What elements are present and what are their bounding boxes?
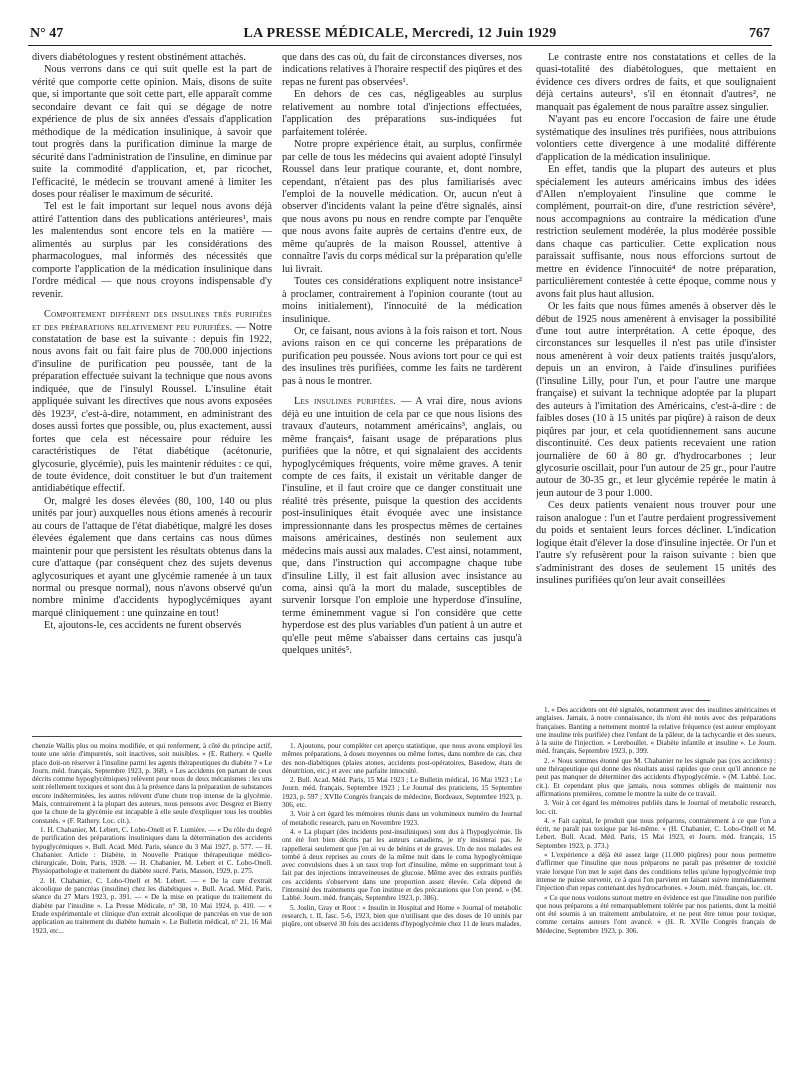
paragraph: Et, ajoutons-le, ces accidents ne furent observés (44, 620, 242, 632)
paragraph: Or, ce faisant, nous avions à la fois raison et tort. Nous avions raison en ce qui concerne les préparations de purification peu poussée. Nous avions tort pour ce qui est des insulines très purifiées, comme les faits ne tardèrent pas à nous le montrer. (282, 325, 522, 387)
section-paragraph (32, 309, 272, 496)
footnote: « L'expérience a déjà été assez large (11.000 piqûres) pour nous permettre d'affirmer que l'insuline que nous préparons ne paraît pas présenter de toxicité vraie lorsque l'on met le sujet dans des conditions telles qu'une hypoglycémie trop intense ne puisse survenir, ce à quoi l'on parvient en faisant suivre immédiatement l'injection d'un repas contenant des hydrocarbones. » Journ. méd. français, loc. cit. (536, 851, 776, 893)
footnote: chenzie Wallis plus ou moins modifiée, et qui renferment, à côté du principe actif, toute une série d'impuretés, soit inactives, soit nuisibles. » (E. Rathery. « Quelle place doit-on réserver à l'insuline parmi les agents thérapeutiques du diabète ? » Le Journ. méd. français, Septembre 1923, p. 368). « Les accidents (en partant de ceux décrits comme hypoglycémiques) relèvent pour nous de deux mécanismes : les uns sont réellement toxiques et sont dus à la présence dans la préparation de substances encore indéterminées, les autres relèvent d'une chute trop intense de la glycémie. Mais, contrairement à la plupart des auteurs, nous pensons avec Desgrez et Bierry que la chute de la glycémie est incapable à elle seule d'expliquer tous les troubles constatés. » (F. Rathery. Loc. cit.). (32, 742, 272, 825)
paragraph: En effet, tandis que la plupart des auteurs et plus spécialement les auteurs américains imbus des idées d'Allen n'employaient l'insuline que comme le complément, pourrait-on dire, d'une restriction sévère³, nous accompagnions au contraire la médication d'une restriction seulement modérée, la plus modérée possible dans chaque cas particulier. Cette explication nous paraissait suffisante, nous nous efforcions surtout de mettre en évidence l'innocuité⁴ de notre préparation, particulièrement contestée à cette époque, comme nous y avons fait plus haut allusion. (536, 164, 776, 300)
footnote: 2. « Nous sommes étonné que M. Chabanier ne les signale pas (ces accidents) : une thérapeutique qui donne des résultats aussi rapides que ceux qu'il annonce ne peut pas manquer de déterminer des accidents d'hypoglycémie. » (M. Labbé. Loc. cit.). Et cependant plus que jamais, nous sommes obligés de maintenir nos affirmations premières, comme le montre la suite de ce travail. (536, 756, 776, 798)
footnote: 1. H. Chabanier, M. Lebert, C. Lobo-Onell et F. Lumière. — « Du rôle du degré de purification des préparations insuliniques dans la détermination des accidents hypoglycémiques ». Bull. Acad. Méd. Paris, séance du 3 Mai 1927, p. 577. — H. Chabanier. Article : Diabète, in Nouvelle Pratique thérapeutique médico-chirurgicale, Doin, Paris, 1928. — H. Chabanier, M. Lebert et C. Lobo-Onell. Physiopathologie et traitement du diabète sucré. Paris, Masson, 1929, p. 275. (32, 825, 272, 876)
footnote-divider (32, 736, 522, 737)
footnote: 5. Joslin, Gray et Root : « Insulin in Hospital and Home » Journal of metabolic research, t. II, fasc. 5-6, 1923, bien que n'utilisant que des doses de 10 unités par piqûre, ont observé 30 fois des accidents d'hypoglycémie chez 11 de leurs malades. (282, 903, 522, 929)
paragraph: divers diabétologues y restent obstinément attachés. (32, 52, 246, 63)
text-column-2 (282, 52, 522, 724)
paragraph: N'ayant pas eu encore l'occasion de faire une étude systématique des insulines très purifiées, nous attribuions volontiers cette divergence à une modalité différente d'application de la médication insulinique. (536, 114, 776, 163)
journal-title: LA PRESSE MÉDICALE, Mercredi, 12 Juin 1929 (243, 26, 557, 41)
footnote: 1. Ajoutons, pour compléter cet aperçu statistique, que nous avons employé les mêmes préparations, à doses moyennes ou même fortes, dans nombre de cas, chez des non-diabétiques (plaies atones, accidents post-opératoires, Basedow, états de dénutrition, etc.) et avec une parfaite innocuité. (282, 742, 522, 775)
paragraph-text: — Notre constatation de base est la suivante : depuis fin 1922, nous avons fait ou fait faire plus de 700.000 injections d'insuline de purification peu poussée, tant de la préparation effectuée suivant la technique que nous avons indiquée, que de l'insulyl Roussel. L'insuline était appliquée suivant les directives que nous avons exposées dès 1923², c'est-à-dire, notamment, en administrant des doses aussi fortes que possible, ou, plus exactement, aussi fortes que cela est nécessaire pour réduire les caractéristiques de l'état diabétique (acétonurie, glycosurie, glycémie), puis les maintenir réduites : ce qui, de toute évidence, doit constituer le but d'un traitement antidiabétique effectif. (32, 321, 272, 495)
footnote: 3. Voir à cet égard les mémoires réunis dans un volumineux numéro du Journal of metabolic research, paru en Novembre 1923. (282, 810, 522, 827)
page-header (28, 24, 772, 46)
footnote: « Ce que nous voulons surtout mettre en évidence est que l'insuline non purifiée que nous préparons a été remarquablement tolérée par nos patients, dont la moitié ont été soumis à un traitement ambulatoire, et ne peut être tenue pour toxique, comme certains auteurs l'ont avancé. » (H. R. XVIIe Congrès français de Médecine, Septembre 1923, p. 306. (536, 893, 776, 935)
paragraph: que dans des cas où, du fait de circonstances diverses, nos indications relatives à l'horaire respectif des piqûres et des repas ne furent pas observées¹. (282, 52, 522, 88)
paragraph: Nous verrons dans ce qui suit quelle est la part de vérité que comporte cette opinion. Mais, disons de suite que, si importante que soit cette part, elle apparaît comme secondaire devant ce fait qui se dégage de notre expérience de plus de six années d'essais d'application méthodique de la médication insulinique, à savoir que tout progrès dans la purification diminue la marge de sécurité dans l'administration de l'insuline, en diminue par suite la commodité d'application, et, par ricochet, l'efficacité, le médecin se trouvant amené à limiter les doses pour réaliser le maximum de sécurité. (32, 64, 272, 200)
paragraph: Notre propre expérience était, au surplus, confirmée par celle de tous les médecins qui avaient adopté l'insulyl Roussel dans leur pratique courante, et, dont nombre, cependant, n'étaient pas des plus familiarisés avec l'emploi de la nouvelle médication. Or, aucun n'eut à observer d'incidents valant la peine d'être signalés, ainsi que nous avons pu nous en rendre compte par l'enquête que nous avons faite auprès de certains d'entre eux, de même qu'auprès de la maison Roussel, attentive à connaître l'avis du corps médical sur la préparation qu'elle lui livrait. (282, 139, 522, 275)
paragraph-text: — A vrai dire, nous avions déjà eu une intuition de cela par ce que nous lisions des travaux d'auteurs, notamment américains³, anglais, ou même français⁴, faisant usage de préparations plus purifiées que la nôtre, et qui signalaient des accidents hypoglycémiques fréquents, voire même graves. A tenir compte de ces faits, il existait un véritable danger de l'insuline, et il faut croire que ce danger constituait une réalité très présente, puisque la question des accidents post-insuliniques était évoquée avec une insistance impressionnante dans les prospectus mêmes de certaines maisons américaines, destinés non seulement aux médecins mais aussi aux malades. C'est ainsi, notamment, que, dans l'instruction qui accompagne chaque tube d'insuline Lilly, il est fait allusion avec insistance au coma, ainsi qu'à la mort du malade, susceptibles de survenir lorsque l'on emploie une hyperdose d'insuline, terme éminemment vague si l'on considère que cette hyperdose est des plus variables d'un patient à un autre et qu'elle peut même s'abaisser dans certains cas jusqu'à quelques unités⁵. (282, 396, 522, 657)
footnote: 1. « Des accidents ont été signalés, notamment avec des insulines américaines et anglaises. Jamais, à notre connaissance, ils n'ont été notés avec des préparations françaises. Banting a nettement montré la relative fréquence (est auteur employant une insuline très purifiée) chez l'enfant de la pâleur, de la tachycardie et des sueurs, à la suite de l'injection. » Lereboullet. « Diabète infantile et insuline ». Le Journ. méd. français, Septembre 1923, p. 399. (536, 706, 776, 756)
footnotes-column-2 (282, 742, 522, 1060)
text-column-1 (32, 52, 272, 732)
text-column-3 (536, 52, 776, 696)
paragraph: Tel est le fait important sur lequel nous avons déjà attiré l'attention dans des publications antérieures¹, mais les malentendus sont encore tels en la matière — alimentés au surplus par les considérations des pharmacologues, mal informés des nécessités que comporte l'application de la médication insulinique dans l'ordre médical — que nous croyons indispensable d'y revenir. (32, 201, 272, 300)
footnotes-column-3 (536, 706, 776, 1060)
paragraph: Or, malgré les doses élevées (80, 100, 140 ou plus unités par jour) auxquelles nous étions amenés à recourir au cours de l'attaque de l'état diabétique, malgré les doses élevées également que dans certains cas nous dûmes maintenir pour que persistent les résultats obtenus dans la cure d'attaque (par conséquent chez des sujets devenus aglycosuriques et ayant une glycémie ramenée à un taux normal ou presque normal), nous n'avons observé qu'un nombre minime d'accidents hypoglycémiques ayant marqué cliniquement : une quinzaine en tout! (32, 495, 272, 619)
footnote: 4. « La plupart (des incidents post-insuliniques) sont dus à l'hypoglycémie. Ils ont été fort bien décrits par les auteurs canadiens, je n'y insisterai pas. Je rappellerai seulement que j'en ai vu de bénins et de graves. Un de nos malades est tombé à deux reprises au cours de la même nuit dans le coma hypoglycémique avec convulsions dues à un taux trop fort d'insuline, même en supprimant tout à fait par des injections intraveineuses de glucose. Même avec des extraits purifiés ces accidents s'observent dans une proportion assez élevée. Cela dépend de l'intensité des traitements que l'on institue et des précautions que l'on prend. » (M. Labbé. Journ. méd. français, Septembre 1923, p. 386). (282, 827, 522, 903)
paragraph: En dehors de ces cas, négligeables au surplus relativement au nombre total d'injections effectuées, l'application des préparations sus-indiquées fut parfaitement tolérée. (282, 89, 522, 138)
page-number: 767 (749, 26, 770, 41)
footnote: 3. Voir à cet égard les mémoires publiés dans le Journal of metabolic research, loc. cit. (536, 799, 776, 816)
footnote: 4. « Fait capital, le produit que nous préparons, contrairement à ce que l'on a écrit, ne paraît pas toxique par lui-même. » (H. Chabanier, C. Lobo-Onell et M. Lebert. Bull. Acad. Méd. Paris, 15 Mai 1923, et Journ. méd. français, 15 Septembre 1923, p. 373.) (536, 816, 776, 850)
footnote: 2. Bull. Acad. Méd. Paris, 15 Mai 1923 ; Le Bulletin médical, 16 Mai 1923 ; Le Journ. méd. français, Septembre 1923 ; Le Journal des praticiens, 15 Septembre 1923, p. 597 ; XVIIe Congrès français de médecine, Bordeaux, Septembre 1923, p. 306, etc. (282, 776, 522, 810)
footnote: 2. H. Chabanier, C. Lobo-Onell et M. Lebert. — « De la cure d'extrait alcoolique de pancréas (insuline) chez les diabétiques ». Bull. Acad. Méd. Paris, séance du 27 Mars 1923, p. 391. — « De la mise en pratique du traitement du diabète par l'insuline ». La Presse Médicale, n° 38, 10 Mai 1924, p. 410. — « Etude expérimentale et clinique d'un extrait alcoolique de pancréas en vue de son application au traitement du diabète humain ». Le Bulletin médical, n° 21, 16 Mai 1923, etc... (32, 876, 272, 935)
section-paragraph (282, 396, 522, 658)
section-heading: Les insulines purifiées. (294, 396, 397, 408)
paragraph: Toutes ces considérations expliquent notre insistance² à proclamer, contrairement à l'opinion courante (tout au moins initialement), l'innocuité de la médication insulinique. (282, 276, 522, 325)
paragraph: Le contraste entre nos constatations et celles de la quasi-totalité des diabétologues, que mettaient en évidence ces divers ordres de faits, et que soulignaient déjà certains auteurs¹, s'il en étonnait d'autres², ne manquait pas également de nous paraître assez singulier. (536, 52, 776, 113)
section-heading: Comportement différent des insulines très purifiées et des préparations relativement peu purifiées. (32, 309, 272, 333)
footnotes-column-1 (32, 742, 272, 1060)
issue-number: N° 47 (30, 26, 64, 41)
paragraph: Ces deux patients venaient nous trouver pour une raison analogue : l'un et l'autre perdaient progressivement du poids et sentaient leurs forces décliner. L'indication logique était d'élever la dose d'insuline injectée. Or l'un et l'autre s'y refusèrent pour la raison suivante : bien que s'administrant des doses de seulement 15 unités des insulines purifiées qu'on leur avait conseillées (536, 500, 776, 587)
footnote-divider (590, 700, 710, 701)
paragraph: Or les faits que nous fûmes amenés à observer dès le début de 1925 nous amenèrent à envisager la possibilité d'une tout autre interprétation. A cette époque, des circonstances sur lesquelles il n'est pas utile d'insister nous amenèrent à voir deux patients traités jusqu'alors, depuis un an environ, à l'aide d'insulines purifiées (l'insuline Lilly, pour l'un, et pour l'autre une marque française) et suivant la technique adoptée par la plupart des auteurs à l'imitation des Américains, c'est-à-dire : de faibles doses (10 à 15 unités par piqûre) à raison de deux piqûres par jour, et cela quotidiennement sans aucune discontinuité. Ces deux patients recevaient une ration journalière de 60 à 80 gr. d'hydrocarbones ; leur glycosurie oscillait, pour l'un autour de 25 gr., pour l'autre autour de 30-35 gr., et leur glycémie repérée le matin à jeun autour de 3 pour 1.000. (536, 301, 776, 499)
